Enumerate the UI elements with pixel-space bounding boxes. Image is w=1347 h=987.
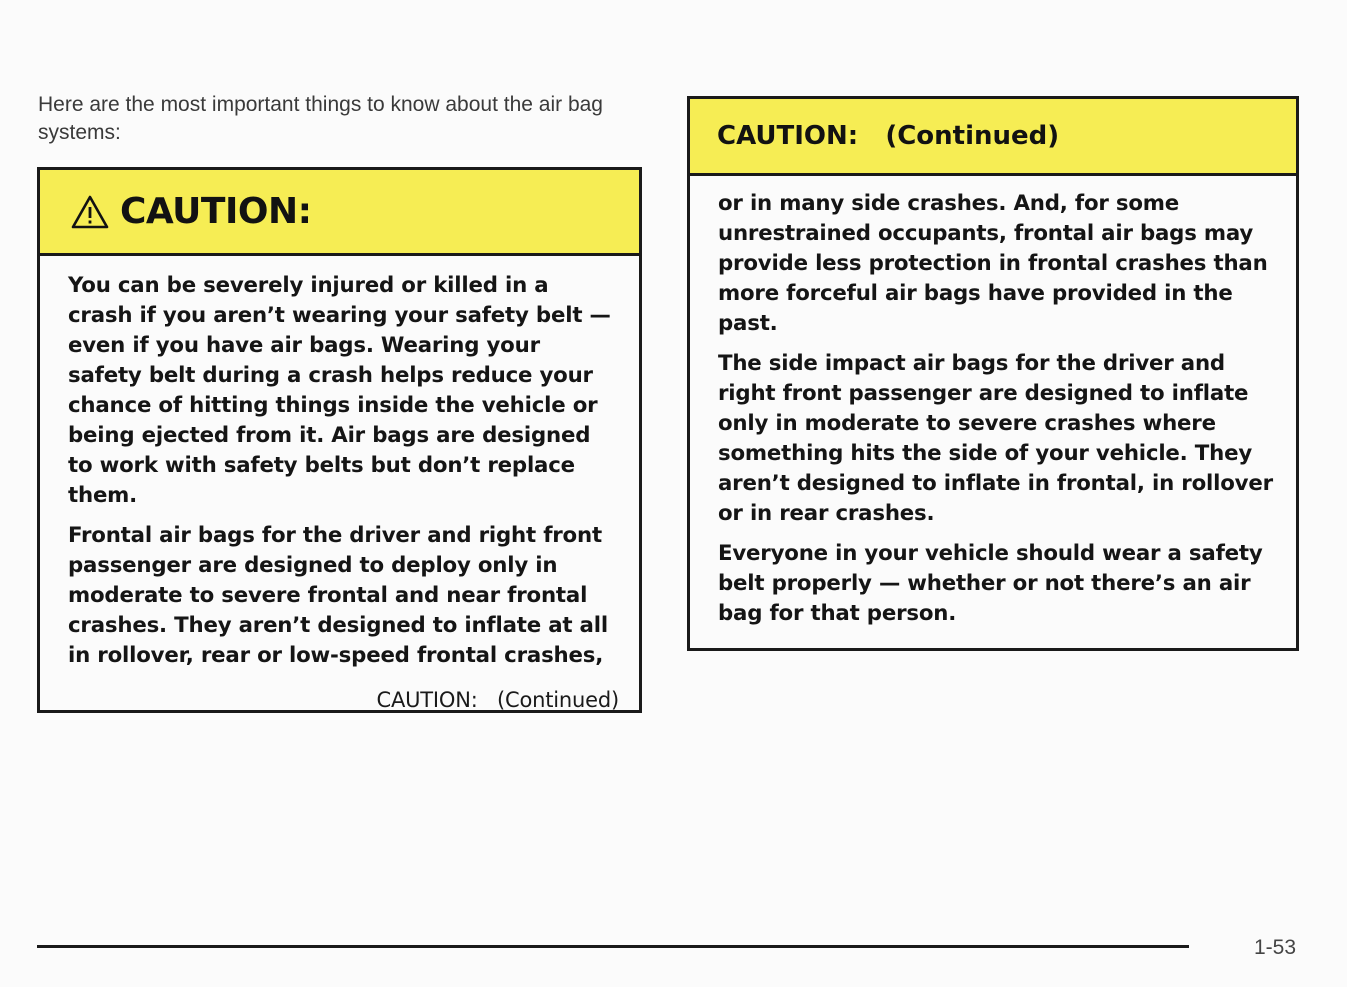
page-number: 1-53 [1254,936,1297,959]
caution-box [37,167,642,713]
caution-continued-header [690,99,1296,176]
caution-continued-content [690,176,1296,629]
caution-paragraph: You can be severely injured or killed in a crash if you aren’t wearing your safety belt — even if you have air bags. Wearing your safety belt during a crash helps reduce your chance of hitting things inside the vehicle or being ejected from it. Air bags are designed to work with safety belts but don’t replace them. [68,273,611,508]
caution-title: CAUTION: [120,191,312,232]
caution-paragraph: Frontal air bags for the driver and right front passenger are designed to deploy only in moderate to severe frontal and near frontal crashes. They aren’t designed to inflate at all in rollover, rear or low-speed frontal crashes, [68,523,608,668]
caution-content [40,256,639,715]
intro-text: Here are the most important things to know about the air bag systems: [38,93,603,144]
caution-continued-box [687,96,1299,651]
caution-continued-label: CAUTION: (Continued) [376,688,619,712]
caution-paragraph: or in many side crashes. And, for some unrestrained occupants, frontal air bags may provide less protection in frontal crashes than more forceful air bags have provided in the past. [718,191,1268,336]
caution-header [40,170,639,256]
caution-paragraph: The side impact air bags for the driver and right front passenger are designed to inflate only in moderate to severe crashes where something hits the side of your vehicle. They aren’t designed to inflate in frontal, in rollover or in rear crashes. [718,351,1273,526]
caution-paragraph: Everyone in your vehicle should wear a safety belt properly — whether or not there’s an air bag for that person. [718,541,1263,626]
footer-divider [37,945,1189,948]
caution-continued-title: CAUTION: (Continued) [717,121,1060,151]
warning-triangle-icon [70,194,110,230]
